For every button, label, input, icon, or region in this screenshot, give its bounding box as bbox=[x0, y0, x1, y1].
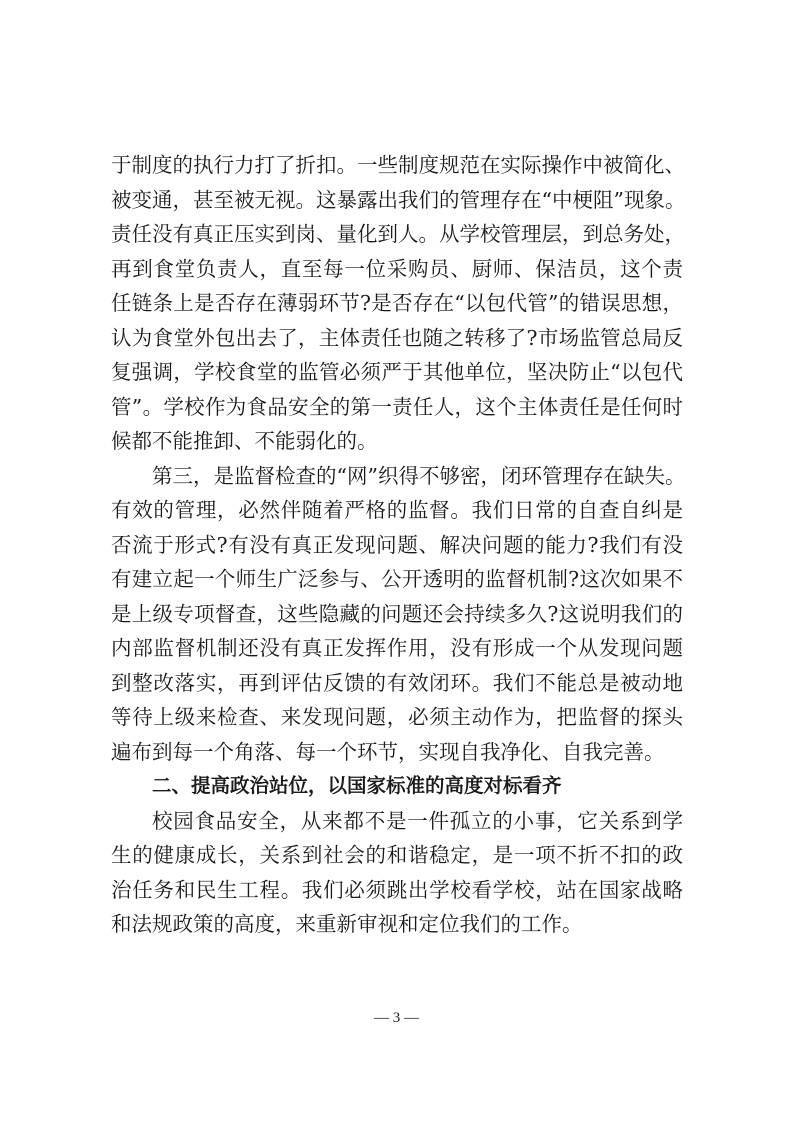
text-line: 内部监督机制还没有真正发挥作用，没有形成一个从发现问题 bbox=[111, 636, 683, 660]
paragraph-political-stance bbox=[111, 804, 683, 942]
text-line: 任链条上是否存在薄弱环节?是否存在“以包代管”的错误思想， bbox=[111, 291, 683, 315]
text-line: 第三，是监督检查的“网”织得不够密，闭环管理存在缺失。 bbox=[152, 463, 686, 488]
paragraph-continuation bbox=[111, 148, 686, 459]
text-line: 是上级专项督查，这些隐藏的问题还会持续多久?这说明我们的 bbox=[111, 601, 683, 626]
section-heading: 二、提高政治站位，以国家标准的高度对标看齐 bbox=[152, 774, 562, 797]
text-line: 等待上级来检查、来发现问题，必须主动作为，把监督的探头 bbox=[111, 705, 683, 729]
text-line: 责任没有真正压实到岗、量化到人。从学校管理层，到总务处， bbox=[111, 222, 685, 246]
text-line: 再到食堂负责人，直至每一位采购员、厨师、保洁员，这个责 bbox=[111, 256, 683, 281]
text-line: 认为食堂外包出去了，主体责任也随之转移了?市场监管总局反 bbox=[111, 325, 683, 350]
text-line: 管”。学校作为食品安全的第一责任人，这个主体责任是任何时 bbox=[111, 394, 683, 419]
text-line: 复强调，学校食堂的监管必须严于其他单位，坚决防止“以包代 bbox=[111, 360, 683, 384]
text-line: 遍布到每一个角落、每一个环节，实现自我净化、自我完善。 bbox=[111, 739, 665, 764]
text-line: 否流于形式?有没有真正发现问题、解决问题的能力?我们有没 bbox=[111, 532, 683, 557]
text-line: 有效的管理，必然伴随着严格的监督。我们日常的自查自纠是 bbox=[111, 498, 683, 522]
text-line: 治任务和民生工程。我们必须跳出学校看学校，站在国家战略 bbox=[111, 877, 683, 902]
paragraph-supervision bbox=[111, 459, 686, 770]
text-line: 校园食品安全，从来都不是一件孤立的小事，它关系到学 bbox=[152, 808, 683, 833]
text-line: 有建立起一个师生广泛参与、公开透明的监督机制?这次如果不 bbox=[111, 567, 683, 591]
text-line: 于制度的执行力打了折扣。一些制度规范在实际操作中被简化、 bbox=[111, 153, 685, 177]
text-line: 和法规政策的高度，来重新审视和定位我们的工作。 bbox=[111, 912, 583, 936]
text-line: 被变通，甚至被无视。这暴露出我们的管理存在“中梗阻”现象。 bbox=[111, 187, 686, 212]
page-number: — 3 — bbox=[374, 1010, 419, 1026]
text-line: 到整改落实，再到评估反馈的有效闭环。我们不能总是被动地 bbox=[111, 670, 683, 695]
text-line: 生的健康成长，关系到社会的和谐稳定，是一项不折不扣的政 bbox=[111, 843, 683, 867]
document-body bbox=[111, 148, 686, 942]
text-line: 候都不能推卸、不能弱化的。 bbox=[111, 429, 378, 453]
